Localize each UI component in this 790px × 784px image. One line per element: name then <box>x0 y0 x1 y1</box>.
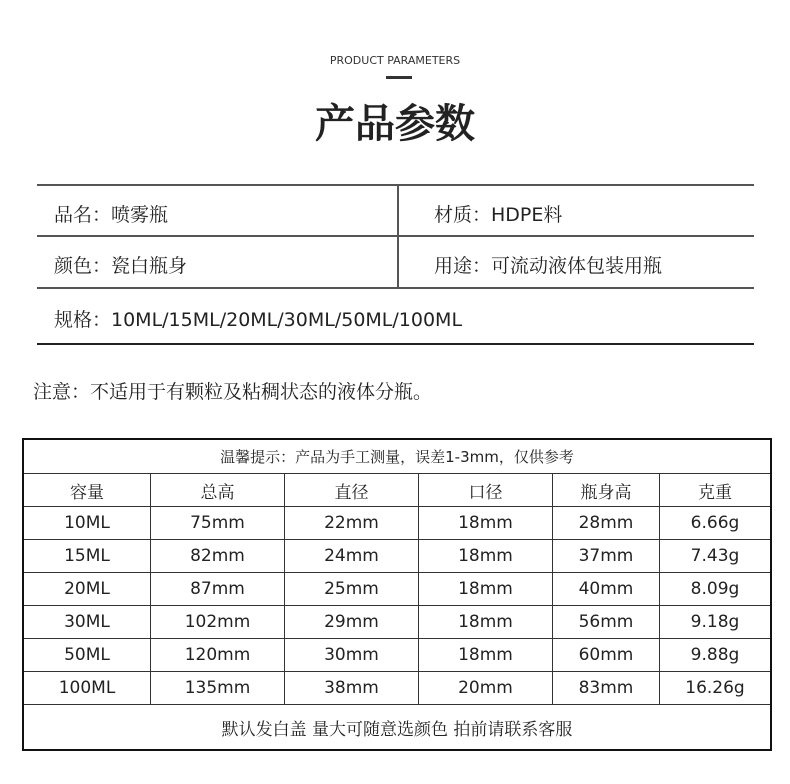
table-footer: 默认发白盖 量大可随意选颜色 拍前请联系客服 <box>23 705 771 751</box>
table-cell: 120mm <box>151 639 285 672</box>
table-cell: 40mm <box>553 573 660 606</box>
divider <box>37 343 754 345</box>
table-cell: 82mm <box>151 540 285 573</box>
divider <box>397 185 399 288</box>
table-row <box>23 606 771 639</box>
column-header: 瓶身高 <box>553 474 660 507</box>
table-row <box>23 540 771 573</box>
table-cell: 37mm <box>553 540 660 573</box>
section-subtitle: PRODUCT PARAMETERS <box>329 54 461 67</box>
table-cell: 16.26g <box>660 672 772 705</box>
table-cell: 8.09g <box>660 573 772 606</box>
page-title: 产品参数 <box>315 101 475 147</box>
table-cell: 20ML <box>23 573 151 606</box>
table-cell: 60mm <box>553 639 660 672</box>
table-cell: 6.66g <box>660 507 772 540</box>
table-cell: 29mm <box>285 606 419 639</box>
usage-note: 注意：不适用于有颗粒及粘稠状态的液体分瓶。 <box>33 381 433 403</box>
table-cell: 56mm <box>553 606 660 639</box>
table-cell: 7.43g <box>660 540 772 573</box>
table-cell: 15ML <box>23 540 151 573</box>
table-cell: 18mm <box>419 639 553 672</box>
table-cell: 30mm <box>285 639 419 672</box>
table-cell: 102mm <box>151 606 285 639</box>
table-cell: 30ML <box>23 606 151 639</box>
table-cell: 9.88g <box>660 639 772 672</box>
spec-name: 品名：喷雾瓶 <box>54 204 169 226</box>
divider <box>37 235 754 237</box>
table-cell: 25mm <box>285 573 419 606</box>
column-header: 总高 <box>151 474 285 507</box>
table-cell: 24mm <box>285 540 419 573</box>
table-row <box>23 573 771 606</box>
table-cell: 9.18g <box>660 606 772 639</box>
table-cell: 87mm <box>151 573 285 606</box>
spec-usage: 用途：可流动液体包装用瓶 <box>434 255 663 277</box>
divider <box>37 184 754 186</box>
table-cell: 18mm <box>419 606 553 639</box>
table-row <box>23 672 771 705</box>
spec-material: 材质：HDPE料 <box>434 204 563 226</box>
table-row <box>23 507 771 540</box>
table-cell: 83mm <box>553 672 660 705</box>
table-cell: 100ML <box>23 672 151 705</box>
table-cell: 18mm <box>419 540 553 573</box>
table-cell: 135mm <box>151 672 285 705</box>
table-cell: 50ML <box>23 639 151 672</box>
table-header-row <box>23 474 771 507</box>
spec-size: 规格：10ML/15ML/20ML/30ML/50ML/100ML <box>54 309 463 331</box>
table-cell: 22mm <box>285 507 419 540</box>
table-cell: 20mm <box>419 672 553 705</box>
table-tip: 温馨提示：产品为手工测量，误差1-3mm，仅供参考 <box>23 439 771 474</box>
table-cell: 28mm <box>553 507 660 540</box>
column-header: 克重 <box>660 474 772 507</box>
column-header: 口径 <box>419 474 553 507</box>
spec-color: 颜色：瓷白瓶身 <box>54 255 188 277</box>
size-table <box>22 438 772 751</box>
title-divider <box>386 76 412 79</box>
table-row <box>23 639 771 672</box>
table-cell: 75mm <box>151 507 285 540</box>
table-cell: 18mm <box>419 573 553 606</box>
column-header: 容量 <box>23 474 151 507</box>
table-cell: 38mm <box>285 672 419 705</box>
column-header: 直径 <box>285 474 419 507</box>
table-cell: 10ML <box>23 507 151 540</box>
divider <box>37 287 754 289</box>
table-cell: 18mm <box>419 507 553 540</box>
